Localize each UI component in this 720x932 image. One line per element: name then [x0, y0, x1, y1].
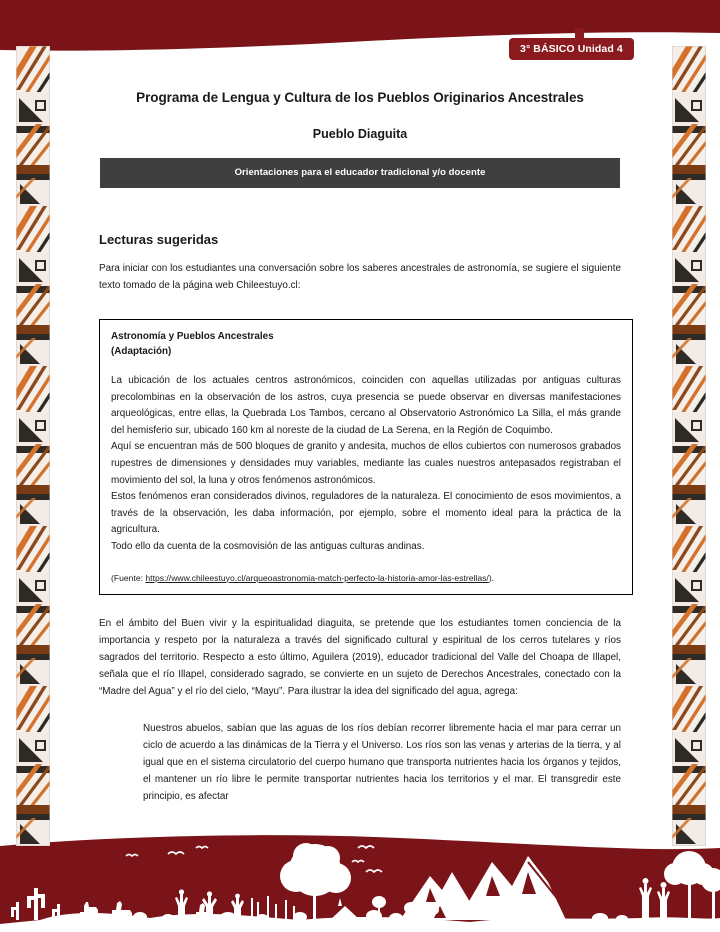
- quote-box-title-line1: Astronomía y Pueblos Ancestrales: [111, 331, 274, 342]
- quote-box-paragraph-3: Estos fenómenos eran considerados divinos, reguladores de la naturaleza. El conocimiento de esos movimientos, a través de la observación, les daba información, por ejemplo, sobre el momento ideal para la práctica de la agricultura.: [111, 491, 621, 536]
- quote-box-paragraph-1: La ubicación de los actuales centros astronómicos, coinciden con aquellas utilizadas por antiguas culturas precolombinas en la observación de los astros, cuya presencia se puede observar en diversas manifestaciones arqueológicas, entre ellas, la Quebrada Los Tambos, cercano al Observatorio Astronómico La Silla, el más grande del hemisferio sur, ubicado 160 km al noreste de la ciudad de La Serena, en la Región de Coquimbo.: [111, 375, 621, 436]
- quote-box-paragraph-4: Todo ello da cuenta de la cosmovisión de las antiguas culturas andinas.: [111, 540, 425, 552]
- page-subtitle: Pueblo Diaguita: [312, 127, 408, 141]
- page-title: Programa de Lengua y Cultura de los Pueblos Originarios Ancestrales: [136, 90, 584, 105]
- quote-box-source: [111, 571, 621, 585]
- quote-box-title-line2: (Adaptación): [111, 346, 172, 357]
- quote-box-paragraph-2: Aquí se encuentran más de 500 bloques de granito y andesita, muchos de ellos cubiertos con numerosos grabados rupestres de dimensiones y densidades muy variables, mediante las cuales nuestros antepasados registraban el movimiento del sol, la luna y otros fenómenos astronómicos.: [111, 441, 621, 486]
- section-heading: Lecturas sugeridas: [99, 232, 219, 247]
- unit-badge: 3° BÁSICO Unidad 4: [509, 38, 634, 60]
- source-link[interactable]: https://www.chileestuyo.cl/arqueoastronomia-match-perfecto-la-historia-amor-las-estrellas/: [145, 572, 489, 583]
- astronomy-text-box: [99, 319, 633, 595]
- right-ornament-strip: [672, 46, 706, 846]
- document-content: [86, 62, 634, 805]
- body-paragraph-1: En el ámbito del Buen vivir y la espiritualidad diaguita, se pretende que los estudiantes tomen conciencia de la importancia y respeto por la naturaleza a través del significado cultural y espiritual de los cerros tutelares y ríos sagrados del territorio. Respecto a esto último, Aguilera (2019), educador tradicional del Valle del Choapa de Illapel, señala que el río Illapel, considerado sagrado, se convierte en un sujeto de Derechos Ancestrales, conectado con la “Madre del Agua” y el río del cielo, “Mayu”. Para ilustrar la idea del significado del agua, agrega:: [99, 617, 621, 697]
- section-intro-paragraph: Para iniciar con los estudiantes una conversación sobre los saberes ancestrales de astronomía, se sugiere el siguiente texto tomado de la página web Chileestuyo.cl:: [99, 263, 621, 291]
- body-quote-indented: Nuestros abuelos, sabían que las aguas de los ríos debían recorrer libremente hacia el mar para cerrar un ciclo de acuerdo a las dinámicas de la Tierra y el Universo. Los ríos son las venas y arterias de la tierra, y al igual que en el sistema circulatorio del cuerpo humano que transporta nutrientes hacia los órganos y tejidos, el mantener un río libre le permite transportar nutrientes hacia los territorios y el mar. El transgredir este principio, es afectar: [143, 722, 621, 802]
- left-ornament-strip: [16, 46, 50, 846]
- source-prefix: (Fuente:: [111, 572, 146, 583]
- orientation-bar: Orientaciones para el educador tradicional y/o docente: [100, 158, 620, 188]
- footer-landscape-scene: [0, 832, 720, 932]
- source-suffix: ).: [488, 572, 495, 583]
